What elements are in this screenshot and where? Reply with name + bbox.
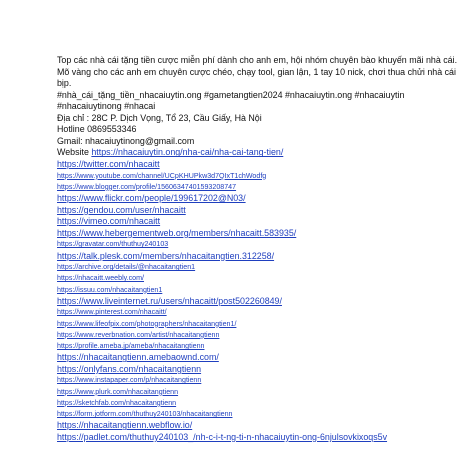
hashtags-line-2: #nhacaiuytinong #nhacai xyxy=(57,101,156,112)
profile-link[interactable]: https://www.hebergementweb.org/members/nhacaitt.583935/ xyxy=(57,227,297,238)
profile-link[interactable]: https://archive.org/details/@nhacaitangtien1 xyxy=(57,263,196,272)
profile-link[interactable]: https://nhacaitangtienn.amebaownd.com/ xyxy=(57,352,219,363)
profile-link[interactable]: https://gravatar.com/thuthuy240103 xyxy=(57,240,169,249)
profile-link[interactable]: https://padlet.com/thuthuy240103_/nh-c-i-t-ng-ti-n-nhacaiuytin-ong-6njulsovkixoqs5v xyxy=(57,431,388,442)
profile-link[interactable]: https://nhacaitt.weebly.com/ xyxy=(57,274,145,283)
website-label: Website xyxy=(57,147,92,158)
profile-link[interactable]: https://www.flickr.com/people/199617202@N03/ xyxy=(57,193,246,204)
document-body xyxy=(57,55,467,443)
profile-link[interactable]: https://profile.ameba.jp/ameba/nhacaitangtienn xyxy=(57,342,205,351)
profile-link[interactable]: https://gendou.com/user/nhacaitt xyxy=(57,204,186,215)
link-list xyxy=(57,159,467,443)
profile-link[interactable]: https://sketchfab.com/nhacaitangtienn xyxy=(57,398,177,407)
website-link[interactable]: https://nhacaiuytin.ong/nha-cai/nha-cai-tang-tien/ xyxy=(91,147,284,158)
profile-link[interactable]: https://www.pinterest.com/nhacaitt/ xyxy=(57,308,167,317)
hotline-line: Hotline 0869553346 xyxy=(57,124,137,135)
address-line: Địa chỉ : 28C P. Dịch Vọng, Tổ 23, Cầu Giấy, Hà Nội xyxy=(57,112,262,123)
website-line xyxy=(57,147,467,159)
profile-link[interactable]: https://www.lifeofpix.com/photographers/nhacaitangtien1/ xyxy=(57,319,237,328)
profile-link[interactable]: https://www.instapaper.com/p/nhacaitangtienn xyxy=(57,376,202,385)
profile-link[interactable]: https://www.liveinternet.ru/users/nhacaitt/post502260849/ xyxy=(57,295,282,306)
intro-paragraph: Top các nhà cái tặng tiền cược miễn phí dành cho anh em, hội nhóm chuyên bào khuyến mãi nhà cái. Mõ vàng cho các anh em chuyên cược chéo, chạy tool, gian lận, 1 tay 10 nick, chơi thua chửi nhà cái bịp. xyxy=(57,55,458,88)
profile-link[interactable]: https://www.blogger.com/profile/15606347401593208747 xyxy=(57,182,237,191)
profile-link[interactable]: https://www.youtube.com/channel/UCpKHUPkw3d7QIxT1chWodfg xyxy=(57,171,267,180)
profile-link[interactable]: https://twitter.com/nhacaitt xyxy=(57,159,160,170)
profile-link[interactable]: https://onlyfans.com/nhacaitangtienn xyxy=(57,363,202,374)
profile-link[interactable]: https://issuu.com/nhacaitangtien1 xyxy=(57,285,163,294)
profile-link[interactable]: https://www.plurk.com/nhacaitangtienn xyxy=(57,387,179,396)
profile-link[interactable]: https://www.reverbnation.com/artist/nhacaitangtienn xyxy=(57,330,220,339)
profile-link[interactable]: https://talk.plesk.com/members/nhacaitangtien.312258/ xyxy=(57,250,275,261)
gmail-line: Gmail: nhacaiuytinong@gmail.com xyxy=(57,135,195,146)
profile-link[interactable]: https://vimeo.com/nhacaitt xyxy=(57,216,161,227)
profile-link[interactable]: https://nhacaitangtienn.webflow.io/ xyxy=(57,420,193,431)
hashtags-line-1: #nhà_cái_tặng_tiền_nhacaiuytin.ong #gametangtien2024 #nhacaiuytin.ong #nhacaiuytin xyxy=(57,89,405,100)
profile-link[interactable]: https://form.jotform.com/thuthuy240103/nhacaitangtienn xyxy=(57,410,233,419)
